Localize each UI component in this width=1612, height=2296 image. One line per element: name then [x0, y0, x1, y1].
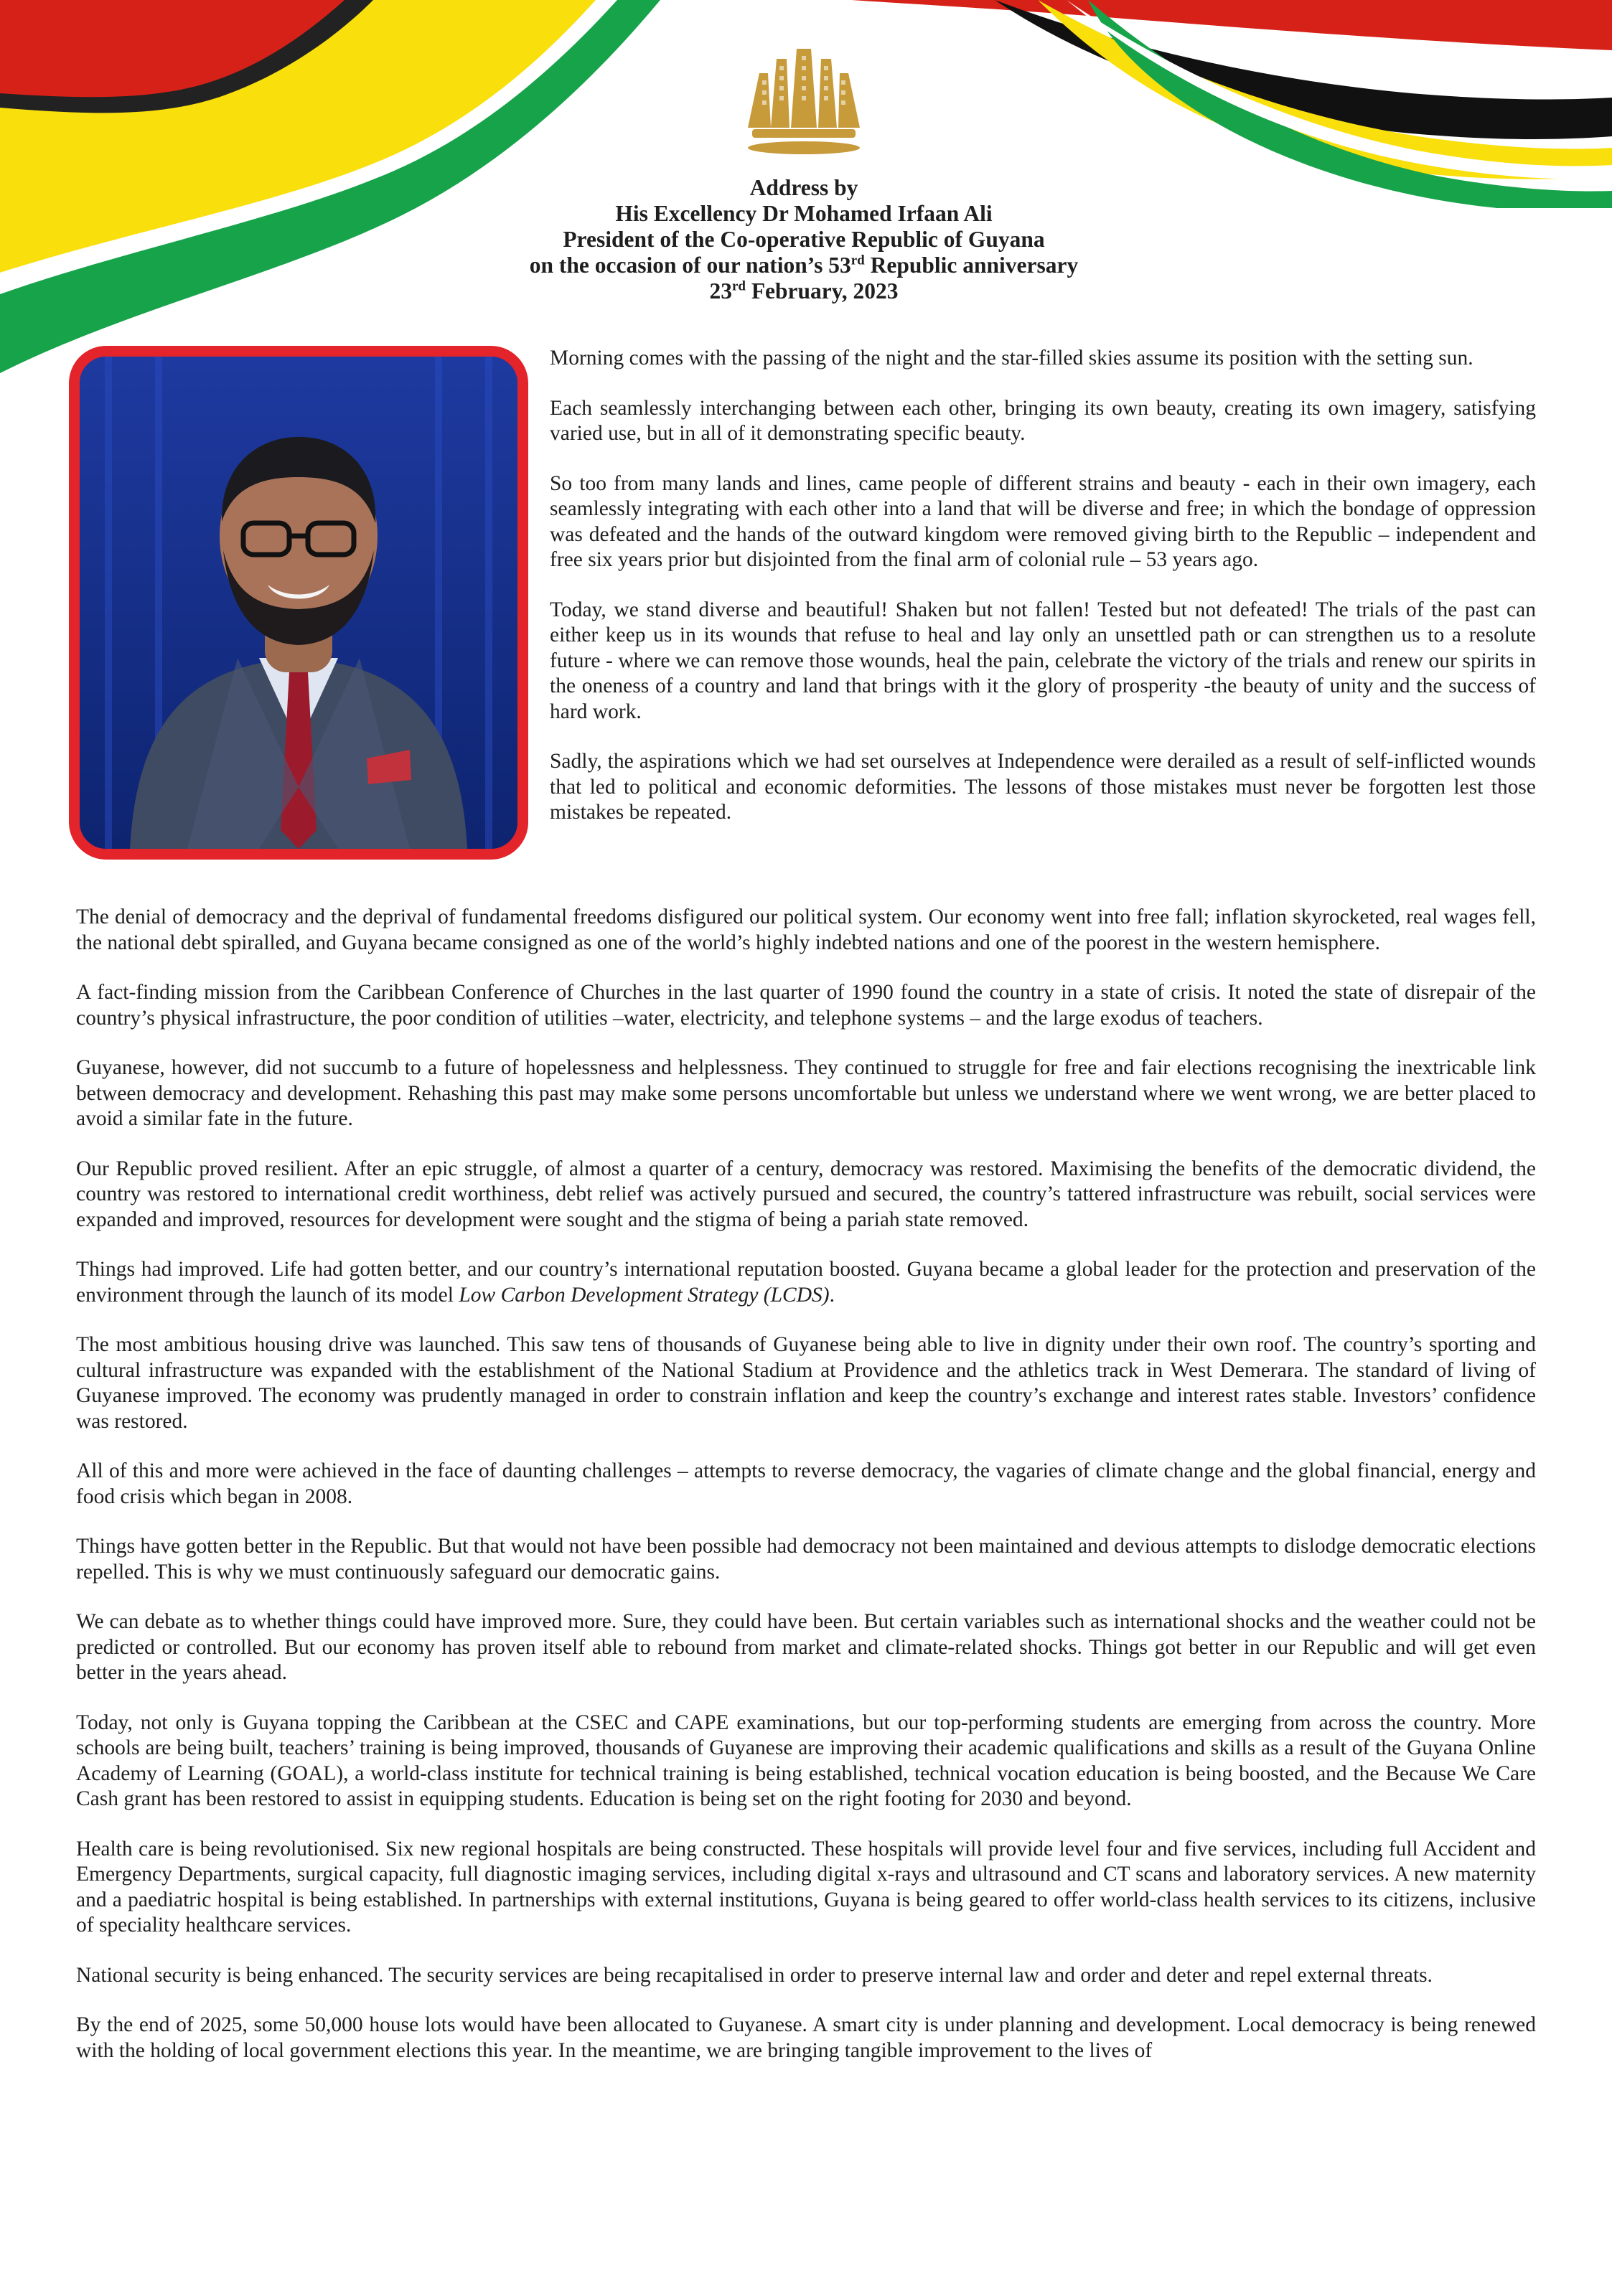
paragraph: By the end of 2025, some 50,000 house lots would have been allocated to Guyanese. A smart city is under planning and development. Local democracy is being renewed with the holding of local government elections this year. In the meantime, we are bringing tangible improvement to the lives of [76, 2013, 1536, 2062]
paragraph: We can debate as to whether things could have improved more. Sure, they could have been. But certain variables such as international shocks and the weather could not be predicted or controlled. But our economy has proven itself able to rebound from market and climate-related shocks. Things got better in our Republic and will get even better in the years ahead. [76, 1610, 1536, 1684]
paragraph: All of this and more were achieved in the face of daunting challenges – attempts to reverse democracy, the vagaries of climate change and the global financial, energy and food crisis which began in 2008. [76, 1459, 1536, 1508]
paragraph: Guyanese, however, did not succumb to a future of hopelessness and helplessness. They continued to struggle for free and fair elections recognising the inextricable link between democracy and development. Rehashing this past may make some persons uncomfortable but unless we understand where we went wrong, we are better placed to avoid a similar fate in the future. [76, 1056, 1536, 1130]
paragraph: So too from many lands and lines, came people of different strains and beauty - each in their own imagery, each seamlessly integrating with each other into a land that will be diverse and free; in which the bondage of oppression was defeated and the hands of the outward kingdom were removed giving birth to the Republic – independent and free six years prior but disjointed from the final arm of colonial rule – 53 years ago. [550, 471, 1536, 571]
paragraph: The denial of democracy and the deprival of fundamental freedoms disfigured our political system. Our economy went into free fall; inflation skyrocketed, real wages fell, the national debt spiralled, and Guyana became consigned as one of the world’s highly indebted nations and one of the poorest in the western hemisphere. [76, 905, 1536, 954]
lcds-italic: Low Carbon Development Strategy (LCDS) [459, 1283, 830, 1307]
heading-line-title: President of the Co-operative Republic of Guyana [563, 227, 1045, 252]
paragraph: Today, we stand diverse and beautiful! Shaken but not fallen! Tested but not defeated! The trials of the past can either keep us in its wounds that refuse to heal and lay only an unsettled path or can strengthen us to a resolute future - where we can remove those wounds, heal the pain, celebrate the victory of the trials and renew our spirits in the oneness of a country and land that brings with it the glory of prosperity -the beauty of unity and the success of hard work. [550, 598, 1536, 723]
address-heading [301, 175, 1306, 304]
paragraph: Things have gotten better in the Republic. But that would not have been possible had democracy not been maintained and devious attempts to dislodge democratic elections repelled. This is why we must continuously safeguard our democratic gains. [76, 1535, 1536, 1584]
crown-crest-icon [731, 30, 877, 156]
paragraph: Today, not only is Guyana topping the Caribbean at the CSEC and CAPE examinations, but our top-performing students are emerging from across the country. More schools are being built, teachers’ training is being improved, thousands of Guyanese are improving their academic qualifications and skills as a result of the Guyana Online Academy of Learning (GOAL), a world-class institute for technical training is being established, technical vocation education is being boosted, and the Because We Care Cash grant has been restored to assist in equipping students. Education is being set on the right footing for 2030 and beyond. [76, 1711, 1536, 1810]
paragraph: A fact-finding mission from the Caribbean Conference of Churches in the last quarter of 1990 found the country in a state of crisis. It noted the state of disrepair of the country’s physical infrastructure, the poor condition of utilities –water, electricity, and telephone systems – and the large exodus of teachers. [76, 981, 1536, 1030]
heading-line-name: His Excellency Dr Mohamed Irfaan Ali [615, 201, 993, 226]
portrait-illustration [80, 357, 517, 849]
paragraph: Our Republic proved resilient. After an epic struggle, of almost a quarter of a century, democracy was restored. Maximising the benefits of the democratic dividend, the country was restored to international credit worthiness, debt relief was actively pursued and secured, the country’s tattered infrastructure was rebuilt, social services were expanded and improved, resources for development were sought and the stigma of being a pariah state removed. [76, 1157, 1536, 1231]
body-text [76, 905, 1536, 2088]
president-portrait [69, 346, 528, 860]
heading-line-date: 23rd February, 2023 [709, 278, 899, 304]
paragraph: Morning comes with the passing of the night and the star-filled skies assume its position with the setting sun. [550, 347, 1473, 370]
heading-line-address: Address by [749, 175, 858, 200]
paragraph: Sadly, the aspirations which we had set ourselves at Independence were derailed as a result of self-inflicted wounds that led to political and economic deformities. The lessons of those mistakes must never be forgotten lest those mistakes be repeated. [550, 750, 1536, 824]
heading-line-occasion: on the occasion of our nation’s 53rd Republic anniversary [529, 253, 1079, 278]
paragraph: Each seamlessly interchanging between each other, bringing its own beauty, creating its own imagery, satisfying varied use, but in all of it demonstrating specific beauty. [550, 396, 1536, 445]
paragraph: The most ambitious housing drive was launched. This saw tens of thousands of Guyanese being able to live in dignity under their own roof. The country’s sporting and cultural infrastructure was expanded with the establishment of the National Stadium at Providence and the athletics track in West Demerara. The standard of living of Guyanese improved. The economy was prudently managed in order to constrain inflation and keep the country’s exchange and interest rates stable. Investors’ confidence was restored. [76, 1333, 1536, 1433]
paragraph: Health care is being revolutionised. Six new regional hospitals are being constructed. These hospitals will provide level four and five services, including full Accident and Emergency Departments, surgical capacity, full diagnostic imaging services, including digital x-rays and ultrasound and CT scans and laboratory services. A new maternity and a paediatric hospital is being established. In partnerships with external institutions, Guyana is being geared to offer world-class health services to its citizens, inclusive of speciality healthcare services. [76, 1837, 1536, 1937]
intro-column [550, 346, 1536, 850]
paragraph: National security is being enhanced. The security services are being recapitalised in order to preserve internal law and order and deter and repel external threats. [76, 1963, 1433, 1987]
paragraph-lcds: Things had improved. Life had gotten better, and our country’s international reputation boosted. Guyana became a global leader for the protection and preservation of the environment through the launch of its model Low Carbon Development Strategy (LCDS). [76, 1258, 1536, 1307]
